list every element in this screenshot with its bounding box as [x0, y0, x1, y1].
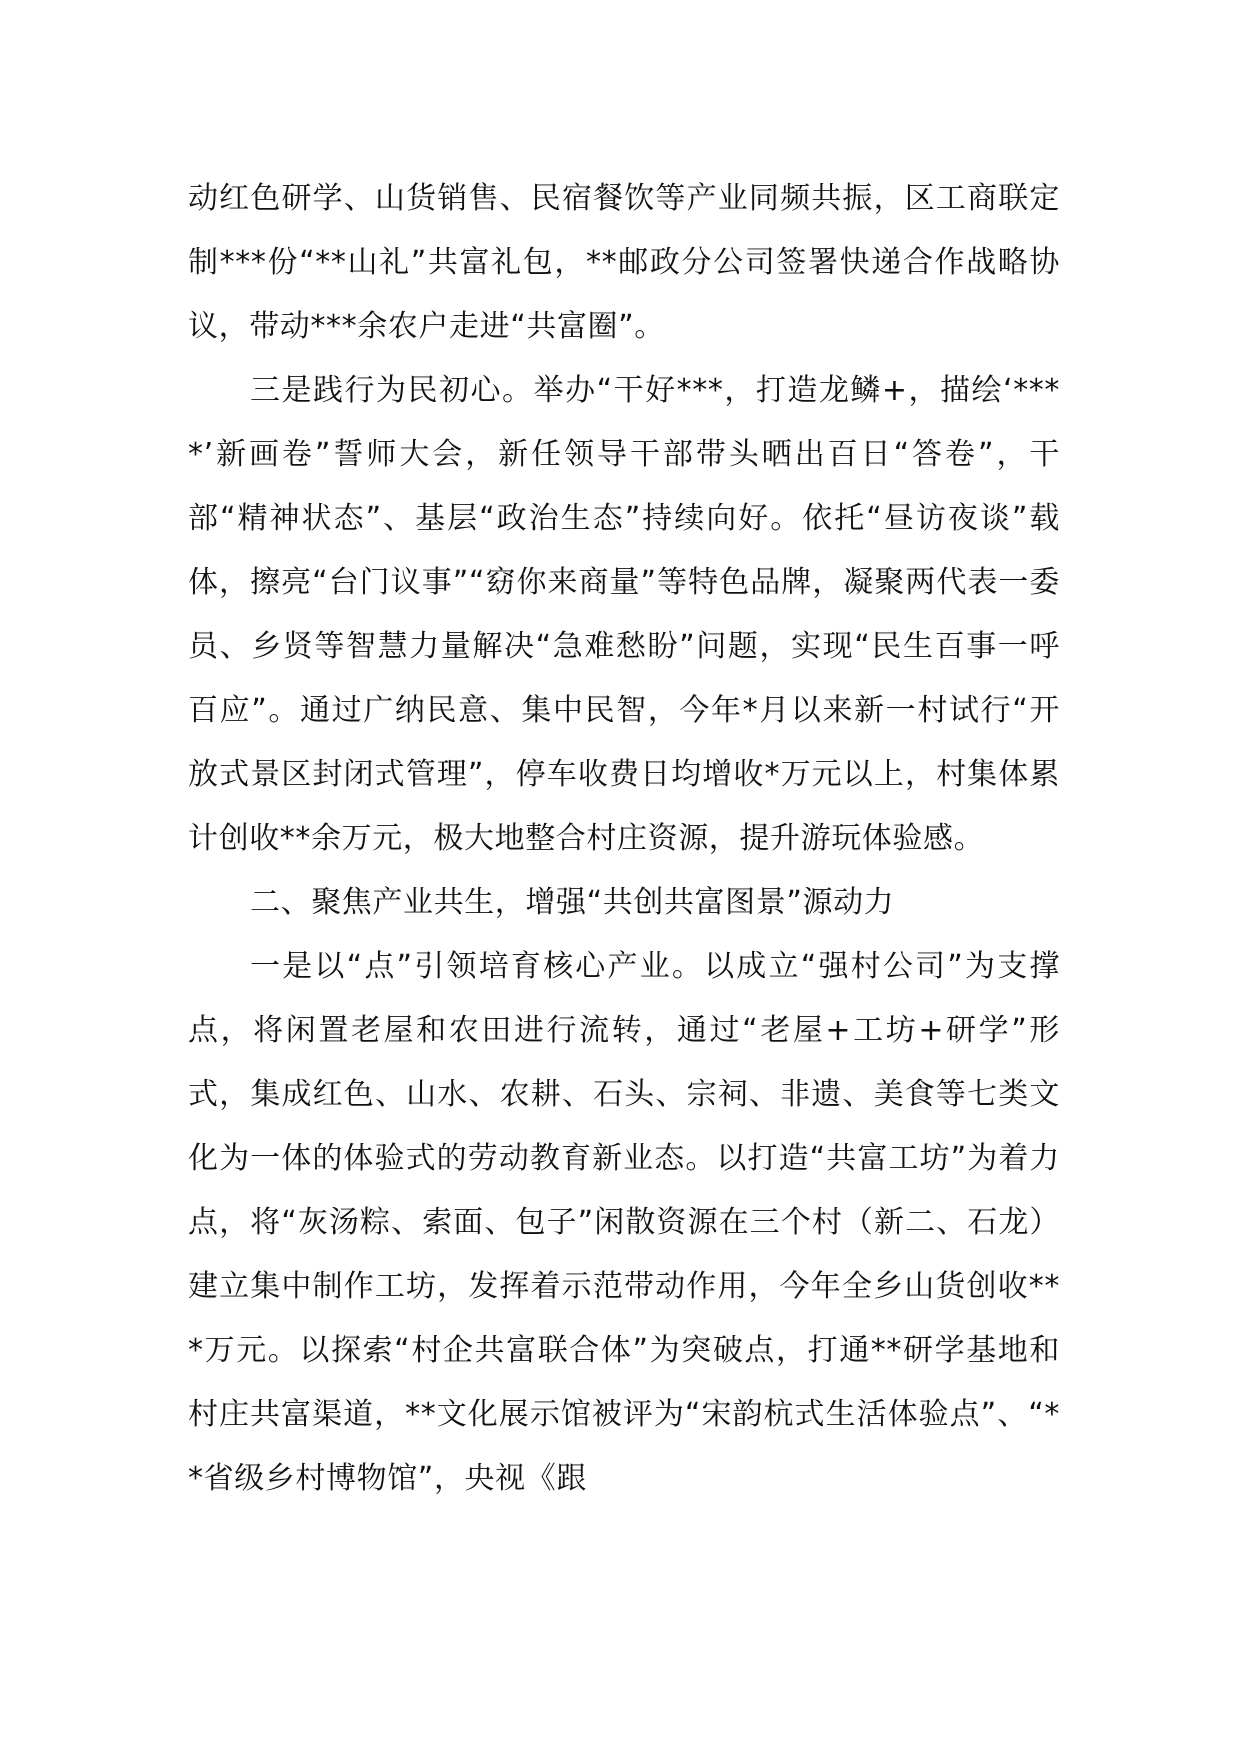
paragraph-2: 三是践行为民初心。举办“干好***，打造龙鳞+，描绘‘****’新画卷”誓师大会，新任领导干部带头晒出百日“答卷”，干部“精神状态”、基层“政治生态”持续向好。依托“昼访夜谈”载体，擦亮“台门议事”“窈你来商量”等特色品牌，凝聚两代表一委员、乡贤等智慧力量解决“急难愁盼”问题，实现“民生百事一呼百应”。通过广纳民意、集中民智，今年*月以来新一村试行“开放式景区封闭式管理”，停车收费日均增收*万元以上，村集体累计创收**余万元，极大地整合村庄资源，提升游玩体验感。 — [188, 373, 1060, 856]
document-body — [188, 167, 1060, 1511]
paragraph-3: 一是以“点”引领培育核心产业。以成立“强村公司”为支撑点，将闲置老屋和农田进行流转，通过“老屋+工坊+研学”形式，集成红色、山水、农耕、石头、宗祠、非遗、美食等七类文化为一体的体验式的劳动教育新业态。以打造“共富工坊”为着力点，将“灰汤粽、索面、包子”闲散资源在三个村（新二、石龙）建立集中制作工坊，发挥着示范带动作用，今年全乡山货创收***万元。以探索“村企共富联合体”为突破点，打通**研学基地和村庄共富渠道，**文化展示馆被评为“宋韵杭式生活体验点”、“**省级乡村博物馆”，央视《跟 — [188, 949, 1060, 1496]
section-heading: 二、聚焦产业共生，增强“共创共富图景”源动力 — [250, 885, 895, 920]
paragraph-1: 动红色研学、山货销售、民宿餐饮等产业同频共振，区工商联定制***份“**山礼”共富礼包，**邮政分公司签署快递合作战略协议，带动***余农户走进“共富圈”。 — [188, 181, 1060, 344]
